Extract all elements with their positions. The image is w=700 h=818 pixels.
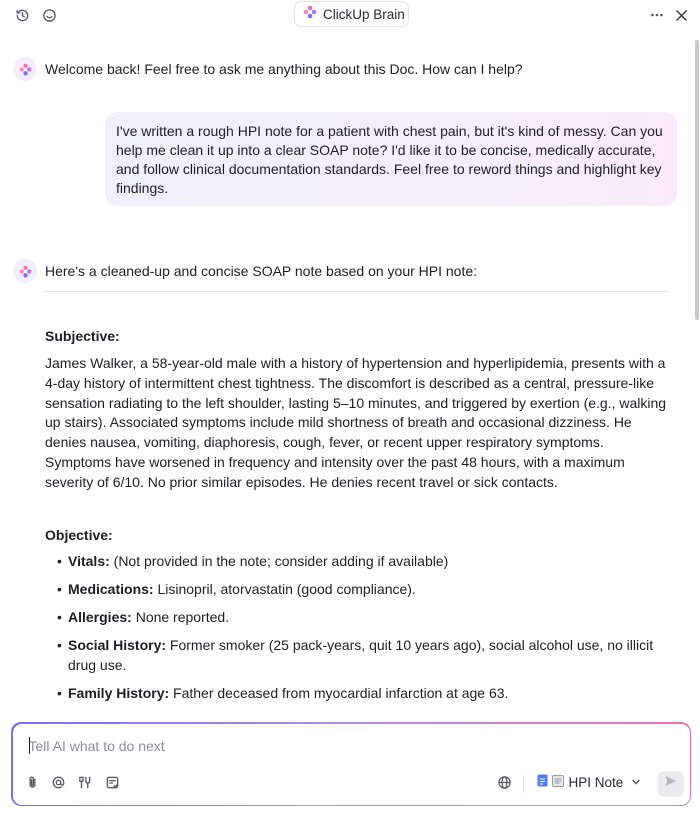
- page-icon: [552, 774, 564, 792]
- composer: [11, 722, 691, 806]
- list-item: [57, 636, 657, 675]
- prompt-input[interactable]: [29, 736, 629, 756]
- list-item: [57, 580, 657, 600]
- send-icon: [664, 774, 678, 793]
- brain-avatar-icon: [13, 259, 37, 283]
- chat-icon[interactable]: [40, 6, 58, 24]
- list-item: [57, 552, 657, 572]
- header-bar: [0, 0, 700, 30]
- item-text: Former smoker (25 pack-years, quit 10 years ago), social alcohol use, no illicit drug use.: [68, 637, 654, 673]
- list-item: [57, 684, 657, 704]
- divider: [45, 291, 667, 292]
- user-message-bubble: [105, 112, 677, 206]
- brain-logo-icon: [303, 5, 317, 24]
- attach-icon[interactable]: [24, 774, 42, 792]
- tools-icon[interactable]: [76, 774, 94, 792]
- item-label: Medications:: [68, 581, 154, 597]
- subjective-text: James Walker, a 58-year-old male with a history of hypertension and hyperlipidemia, presents with a 4-day history of intermittent chest tightness. The discomfort is described as a central, pressure-like sensation radiating to the left shoulder, lasting 5–10 minutes, and triggered by exertion (e.g., walking up stairs). Associated symptoms include mild shortness of breath and occasional dizziness. He denies nausea, vomiting, diaphoresis, cough, fever, or recent upper respiratory symptoms. Symptoms have worsened in frequency and intensity over the past 48 hours, with a maximum severity of 6/10. No prior similar episodes. He denies recent travel or sick contacts.: [45, 355, 667, 490]
- list-item: [57, 608, 657, 628]
- objective-list: [57, 552, 657, 712]
- item-text: Lisinopril, atorvastatin (good compliance).: [153, 581, 416, 597]
- title-pill[interactable]: [294, 1, 409, 27]
- send-button[interactable]: [658, 771, 684, 797]
- doc-icon: [537, 774, 548, 792]
- item-text: None reported.: [131, 609, 230, 625]
- user-message-text: I've written a rough HPI note for a patient with chest pain, but it's kind of messy. Can you help me clean it up into a clear SOAP note? I'd like it to be concise, medically accurate, and follow clinical documentation standards. Feel free to reword things and highlight key findings.: [116, 123, 663, 196]
- item-label: Social History:: [68, 637, 167, 653]
- globe-icon[interactable]: [496, 774, 514, 792]
- item-label: Allergies:: [68, 609, 132, 625]
- chevron-down-icon: [631, 774, 641, 792]
- welcome-message: Welcome back! Feel free to ask me anything about this Doc. How can I help?: [45, 61, 523, 77]
- response-intro: Here's a cleaned-up and concise SOAP note based on your HPI note:: [45, 263, 478, 279]
- text-caret: [29, 737, 30, 754]
- more-icon[interactable]: [648, 6, 666, 24]
- item-label: Vitals:: [68, 553, 110, 569]
- scrollbar[interactable]: [695, 40, 699, 320]
- mention-icon[interactable]: [50, 774, 68, 792]
- item-label: Family History:: [68, 684, 170, 701]
- history-icon[interactable]: [13, 6, 31, 24]
- close-icon[interactable]: [672, 6, 690, 24]
- item-text: (Not provided in the note; consider adding if available): [109, 553, 449, 569]
- window-title: ClickUp Brain: [323, 6, 405, 22]
- toolbar-divider: [523, 775, 524, 793]
- context-selector[interactable]: [537, 772, 642, 794]
- templates-icon[interactable]: [104, 774, 122, 792]
- item-text: Father deceased from myocardial infarction at age 63.: [169, 684, 509, 701]
- objective-heading: Objective:: [45, 527, 113, 543]
- subjective-heading: Subjective:: [45, 328, 120, 344]
- brain-avatar-icon: [13, 57, 37, 81]
- context-label: HPI Note: [568, 775, 624, 790]
